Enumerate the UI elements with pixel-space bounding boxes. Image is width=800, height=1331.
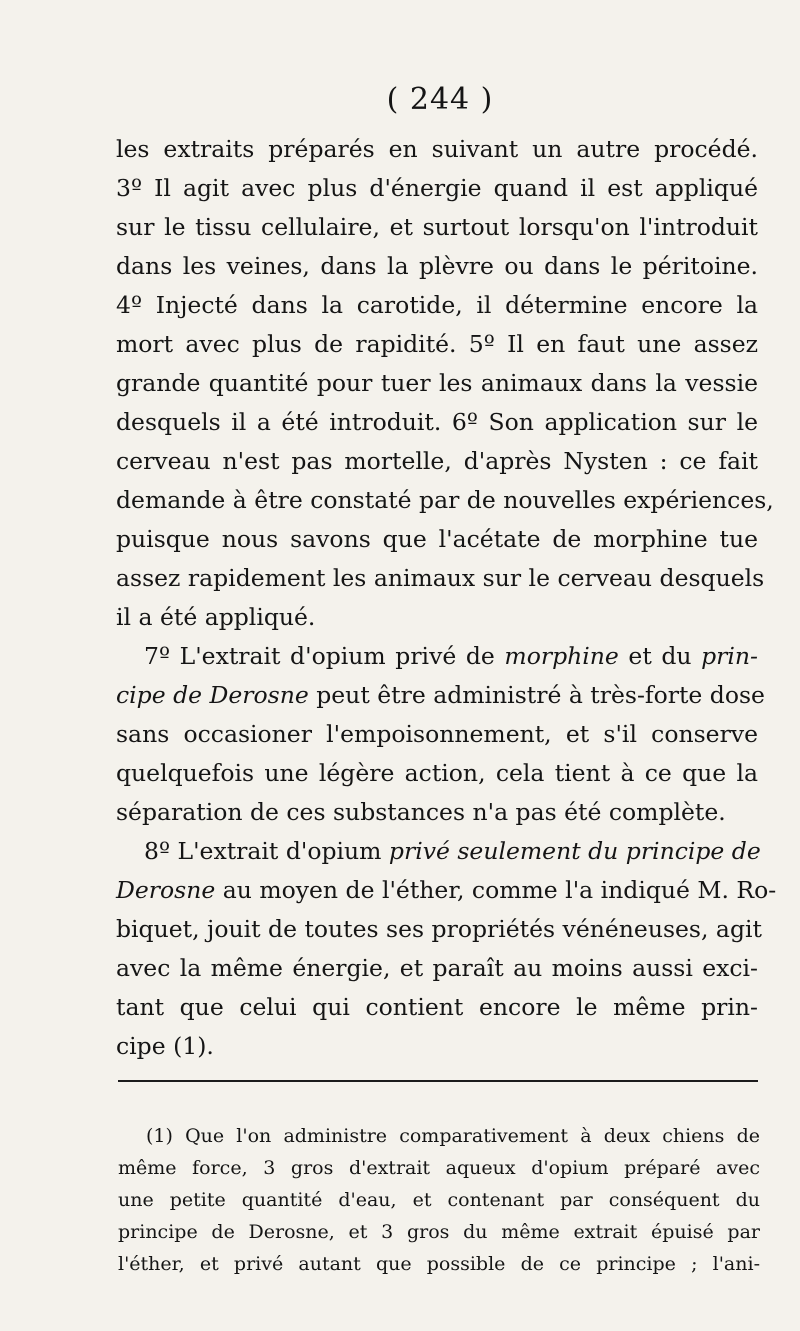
- text-run: au moyen de l'éther, comme l'a indiqué M. Ro-: [215, 876, 777, 904]
- page-number: ( 244 ): [386, 82, 494, 117]
- paragraph-7-line: séparation de ces substances n'a pas été complète.: [116, 798, 726, 826]
- paragraph-8-line: avec la même énergie, et paraît au moins aussi exci-: [116, 954, 758, 982]
- paragraph-7-line: [116, 637, 758, 676]
- italic-term: Derosne: [116, 876, 216, 904]
- text-line: sur le tissu cellulaire, et surtout lorsqu'on l'introduit: [116, 213, 758, 241]
- text-line: grande quantité pour tuer les animaux dans la vessie: [116, 369, 758, 397]
- text-line: 3º Il agit avec plus d'énergie quand il est appliqué: [116, 174, 758, 202]
- text-line: assez rapidement les animaux sur le cerveau desquels: [116, 564, 765, 592]
- text-line: les extraits préparés en suivant un autre procédé.: [116, 135, 758, 163]
- text-line: 4º Injecté dans la carotide, il détermine encore la: [116, 291, 758, 319]
- footnote-line: une petite quantité d'eau, et contenant par conséquent du: [118, 1189, 760, 1211]
- text-line: mort avec plus de rapidité. 5º Il en faut une assez: [116, 330, 758, 358]
- paragraph-8-line: biquet, jouit de toutes ses propriétés vénéneuses, agit: [116, 915, 762, 943]
- text-line: dans les veines, dans la plèvre ou dans le péritoine.: [116, 252, 758, 280]
- footnote-line: principe de Derosne, et 3 gros du même extrait épuisé par: [118, 1221, 760, 1243]
- footnote-line: (1) Que l'on administre comparativement à deux chiens de: [146, 1125, 760, 1147]
- footnote-line: même force, 3 gros d'extrait aqueux d'opium préparé avec: [118, 1157, 760, 1179]
- text-line: demande à être constaté par de nouvelles expériences,: [116, 486, 774, 514]
- text-line: desquels il a été introduit. 6º Son application sur le: [116, 408, 758, 436]
- italic-term: privé seulement du principe de: [388, 837, 761, 865]
- paragraph-7-line: [116, 676, 765, 715]
- text-run: peut être administré à très-forte dose: [308, 681, 765, 709]
- italic-term: morphine: [504, 642, 619, 670]
- paragraph-8-line: [116, 832, 761, 871]
- italic-term: prin-: [701, 642, 758, 670]
- text-run: et du: [618, 642, 702, 670]
- footnote-rule: [118, 1080, 758, 1082]
- text-run: 7º L'extrait d'opium privé de: [144, 642, 505, 670]
- text-run: 8º L'extrait d'opium: [144, 837, 389, 865]
- paragraph-8-line: tant que celui qui contient encore le même prin-: [116, 993, 758, 1021]
- paragraph-8-line: [116, 871, 777, 910]
- text-line: il a été appliqué.: [116, 603, 316, 631]
- main-text: [116, 130, 777, 1066]
- footnote: [118, 1120, 760, 1280]
- paragraph-8-line: cipe (1).: [116, 1032, 214, 1060]
- text-line: puisque nous savons que l'acétate de morphine tue: [116, 525, 758, 553]
- italic-term: cipe de Derosne: [116, 681, 309, 709]
- paragraph-7-line: quelquefois une légère action, cela tient à ce que la: [116, 759, 758, 787]
- paragraph-7-line: sans occasioner l'empoisonnement, et s'il conserve: [116, 720, 758, 748]
- footnote-line: l'éther, et privé autant que possible de ce principe ; l'ani-: [118, 1253, 760, 1275]
- text-line: cerveau n'est pas mortelle, d'après Nysten : ce fait: [116, 447, 758, 475]
